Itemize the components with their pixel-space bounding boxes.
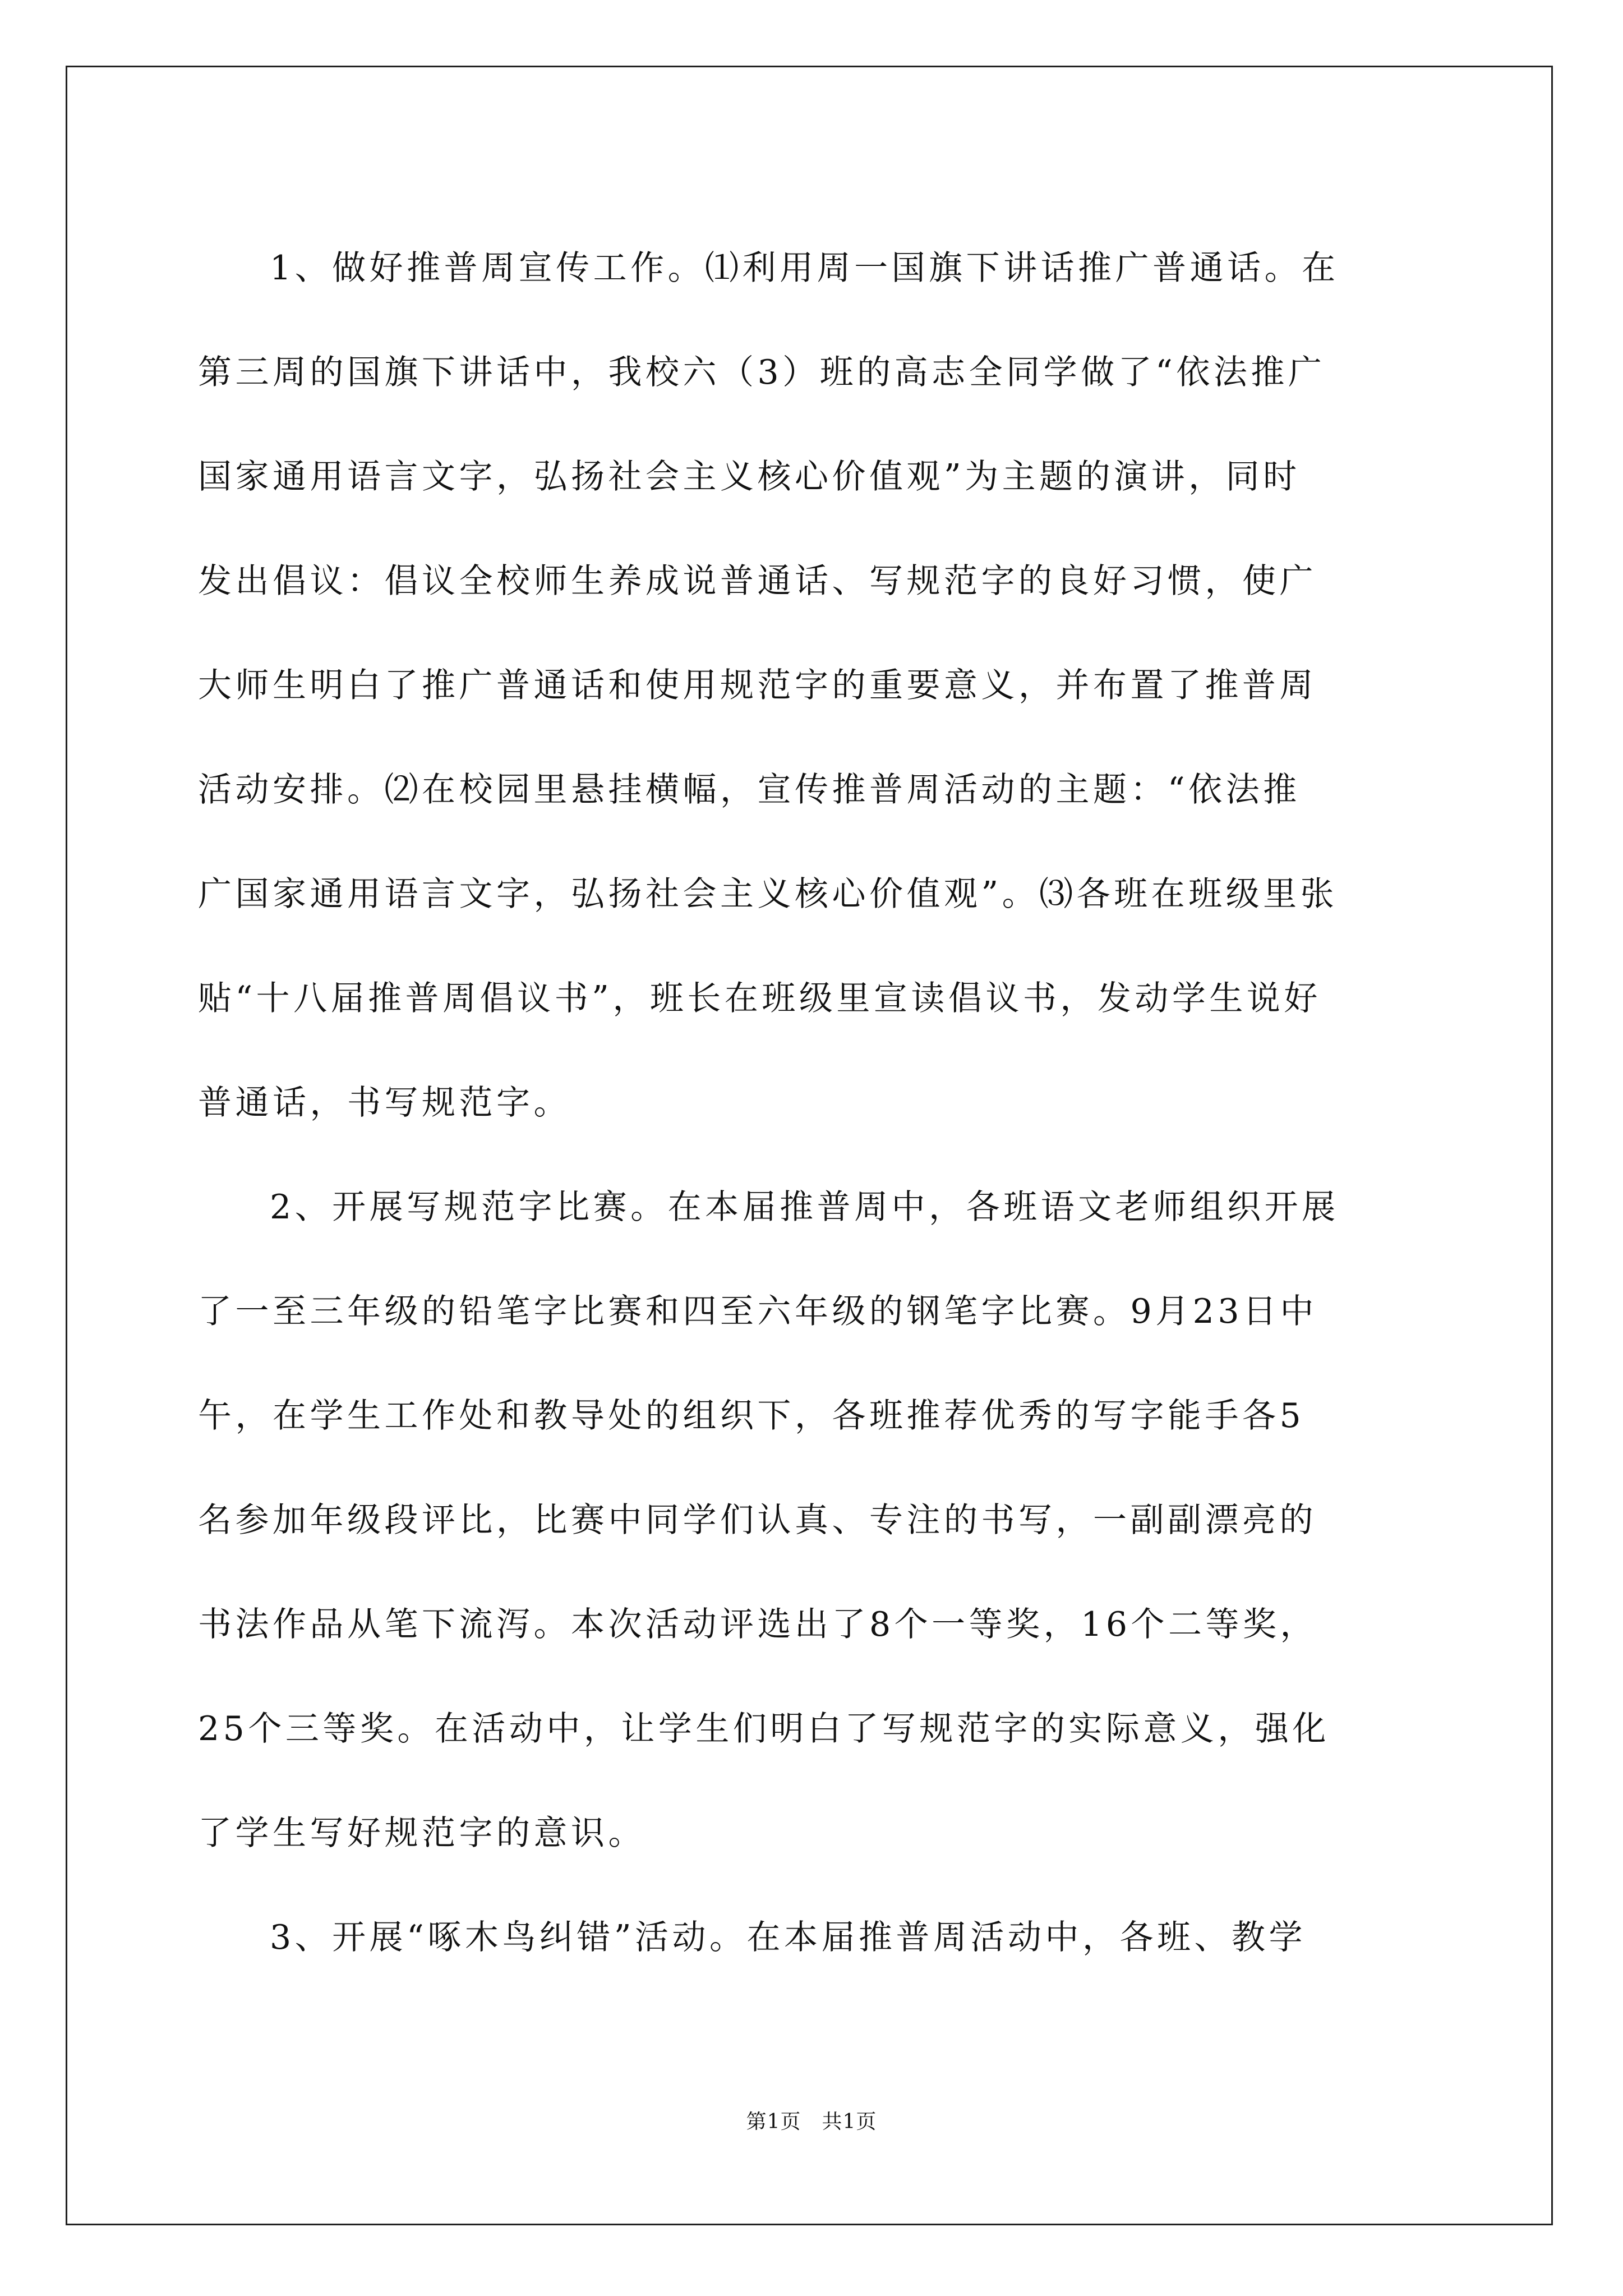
paragraph-1-line-8: 贴“十八届推普周倡议书”，班长在班级里宣读倡议书，发动学生说好: [198, 979, 1321, 1018]
paragraph-1-line-6: 活动安排。⑵在校园里悬挂横幅，宣传推普周活动的主题：“依法推: [198, 770, 1301, 809]
document-body: [198, 216, 1432, 1990]
paragraph-1-line-7: 广国家通用语言文字，弘扬社会主义核心价值观”。⑶各班在班级里张: [198, 875, 1338, 914]
paragraph-2-line-7: 了学生写好规范字的意识。: [198, 1814, 645, 1853]
paragraph-1-line-5: 大师生明白了推广普通话和使用规范字的重要意义，并布置了推普周: [198, 666, 1317, 705]
paragraph-1-line-9: 普通话，书写规范字。: [198, 1083, 571, 1122]
paragraph-1-line-3: 国家通用语言文字，弘扬社会主义核心价值观”为主题的演讲，同时: [198, 457, 1301, 496]
page-footer: 第1页 共1页: [746, 2110, 877, 2133]
paragraph-1-line-2: 第三周的国旗下讲话中，我校六（3）班的高志全同学做了“依法推广: [198, 353, 1326, 392]
paragraph-3-line-1: 3、开展“啄木鸟纠错”活动。在本届推普周活动中，各班、教学: [270, 1918, 1307, 1957]
paragraph-2-line-4: 名参加年级段评比，比赛中同学们认真、专注的书写，一副副漂亮的: [198, 1501, 1317, 1540]
paragraph-2-line-2: 了一至三年级的铅笔字比赛和四至六年级的钢笔字比赛。9月23日中: [198, 1292, 1318, 1331]
paragraph-2-line-5: 书法作品从笔下流泻。本次活动评选出了8个一等奖，16个二等奖，: [198, 1605, 1318, 1644]
paragraph-2-line-6: 25个三等奖。在活动中，让学生们明白了写规范字的实际意义，强化: [198, 1709, 1330, 1749]
paragraph-2-line-1: 2、开展写规范字比赛。在本届推普周中，各班语文老师组织开展: [270, 1188, 1339, 1227]
paragraph-1-line-1: 1、做好推普周宣传工作。⑴利用周一国旗下讲话推广普通话。在: [270, 249, 1339, 288]
paragraph-2-line-3: 午，在学生工作处和教导处的组织下，各班推荐优秀的写字能手各5: [198, 1396, 1305, 1435]
paragraph-1-line-4: 发出倡议：倡议全校师生养成说普通话、写规范字的良好习惯，使广: [198, 562, 1317, 601]
